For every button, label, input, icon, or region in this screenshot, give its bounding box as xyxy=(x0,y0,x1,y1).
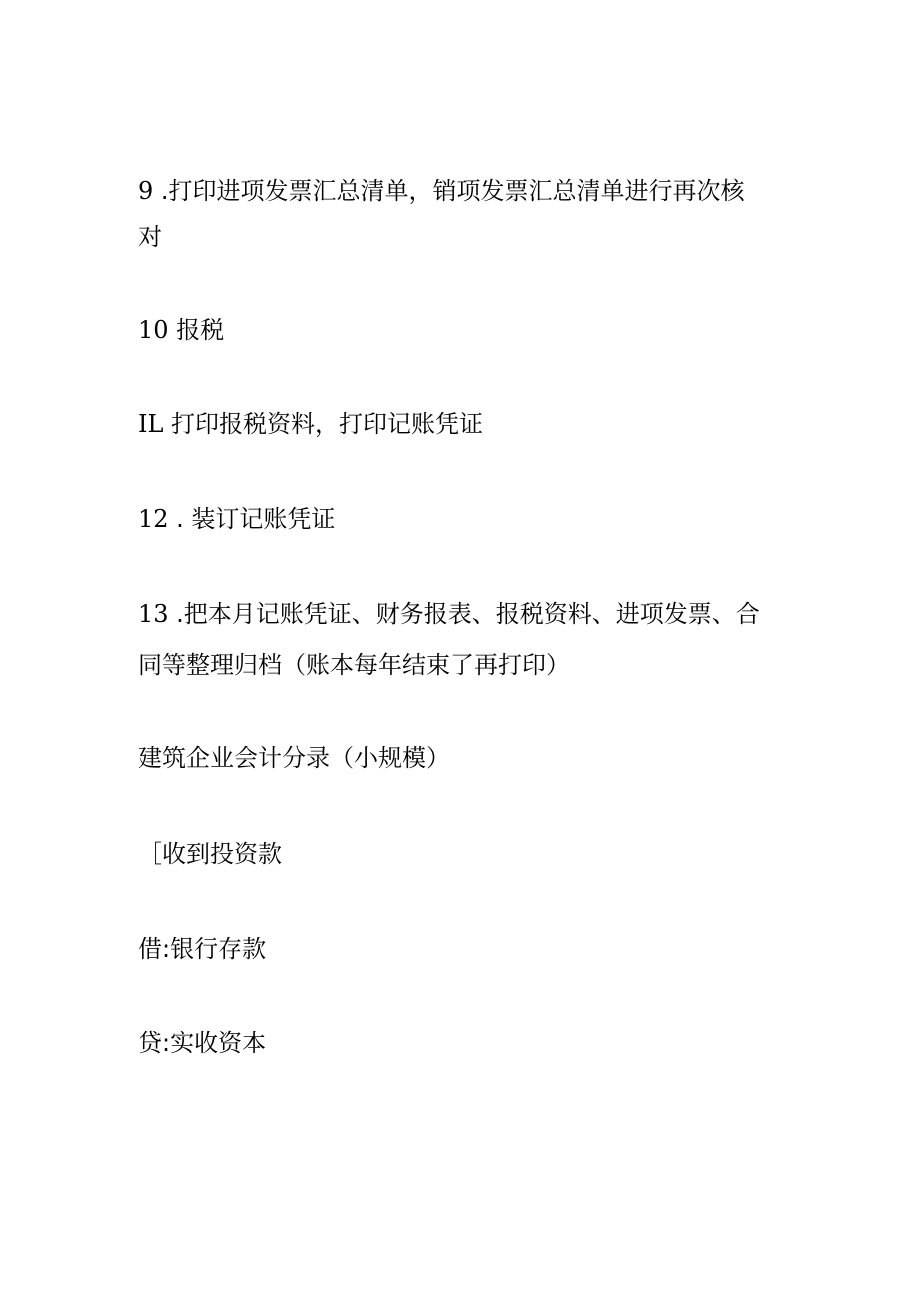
step-12-line xyxy=(138,507,788,531)
step-text: 报税 xyxy=(168,316,225,344)
step-11-line xyxy=(138,412,788,436)
step-9-line-1 xyxy=(138,179,788,203)
step-text: .打印进项发票汇总清单，销项发票汇总清单进行再次核 xyxy=(153,177,745,205)
step-9-line-2 xyxy=(138,225,788,249)
step-text: .把本月记账凭证、财务报表、报税资料、进项发票、合 xyxy=(168,600,760,628)
credit-text: 贷:实收资本 xyxy=(138,1029,267,1057)
section-heading xyxy=(138,746,788,770)
debit-line xyxy=(138,937,788,961)
step-number: 9 xyxy=(138,177,154,205)
step-number: 12 xyxy=(138,505,169,533)
credit-line xyxy=(138,1031,788,1055)
step-text: 打印报税资料，打印记账凭证 xyxy=(163,410,484,438)
step-text: 对 xyxy=(138,223,162,251)
step-text: 同等整理归档（账本每年结束了再打印） xyxy=(138,651,570,679)
step-number: 10 xyxy=(138,316,169,344)
debit-text: 借:银行存款 xyxy=(138,935,267,963)
entry-title-text: ［收到投资款 xyxy=(138,840,282,868)
step-number: 13 xyxy=(138,600,169,628)
entry-title xyxy=(138,842,788,866)
step-text: . 装订记账凭证 xyxy=(168,505,336,533)
heading-text: 建筑企业会计分录（小规模） xyxy=(138,744,450,772)
step-13-line-1 xyxy=(138,602,788,626)
step-number: IL xyxy=(138,410,164,438)
step-13-line-2 xyxy=(138,653,788,677)
step-10-line xyxy=(138,318,788,342)
